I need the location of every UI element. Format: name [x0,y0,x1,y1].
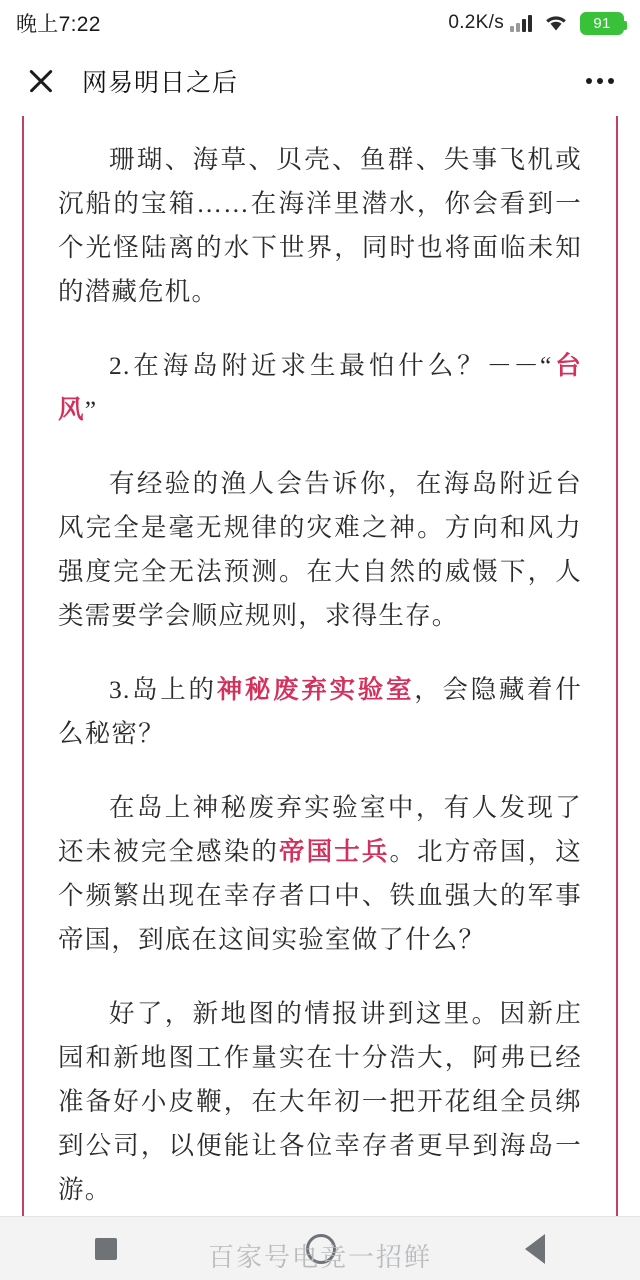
wifi-icon [544,14,568,32]
paragraph-text: 2.在海岛附近求生最怕什么？－－“ [109,351,553,380]
paragraph-text: 珊瑚、海草、贝壳、鱼群、失事飞机或沉船的宝箱……在海洋里潜水，你会看到一个光怪陆离的水下世界，同时也将面临未知的潜藏危机。 [58,145,582,306]
status-bar [0,0,640,46]
paragraph-text: ，会隐藏着什么秘密？ [58,675,582,748]
system-nav-bar [0,1216,640,1280]
watermark-text: 百家号电竞一招鲜 [207,1242,432,1272]
page-title: 网易明日之后 [82,69,239,97]
article-paragraph [58,668,582,756]
paragraph-text: 有经验的渔人会告诉你，在海岛附近台风完全是毫无规律的灾难之神。方向和风力强度完全无法预测。在大自然的威慑下，人类需要学会顺应规则，求得生存。 [58,469,582,630]
article-paragraph [58,992,582,1212]
back-triangle-icon[interactable] [525,1234,545,1264]
battery-icon [580,12,624,35]
article-paragraph [58,138,582,314]
highlighted-text: 神秘废弃实验室 [216,675,415,704]
article-paragraph [58,462,582,638]
network-speed: 0.2K/s [448,12,504,33]
article-scroll-area[interactable] [0,116,640,1216]
close-icon[interactable] [24,64,58,98]
article-content [22,116,618,1216]
status-clock: 晚上7:22 [16,13,101,36]
battery-level: 91 [593,14,611,32]
recents-square-icon[interactable] [95,1238,117,1260]
app-title-bar [0,46,640,116]
paragraph-text: 在岛上神秘废弃实验室中，有人发现了还未被完全感染的 [58,793,582,866]
paragraph-text: ” [84,395,98,424]
home-circle-icon[interactable] [306,1234,336,1264]
highlighted-text: 帝国士兵 [279,837,390,866]
more-options-icon[interactable] [584,68,616,94]
article-paragraph [58,344,582,432]
highlighted-text: 台风 [58,351,582,424]
article-paragraph [58,786,582,962]
paragraph-text: 3.岛上的 [109,675,217,704]
signal-bars-icon [510,14,532,32]
paragraph-text: 好了，新地图的情报讲到这里。因新庄园和新地图工作量实在十分浩大，阿弗已经准备好小皮鞭，在大年初一把开花组全员绑到公司，以便能让各位幸存者更早到海岛一游。 [58,999,582,1204]
paragraph-text: 。北方帝国，这个频繁出现在幸存者口中、铁血强大的军事帝国，到底在这间实验室做了什么？ [58,837,582,954]
